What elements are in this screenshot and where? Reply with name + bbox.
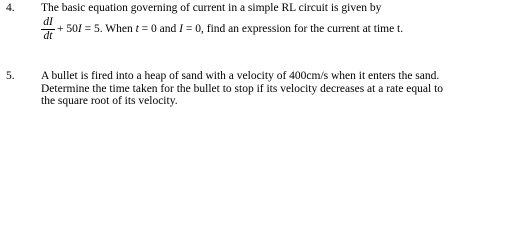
equation-line <box>41 16 500 44</box>
equation-variable: I <box>77 22 82 35</box>
equation-variable: I <box>179 22 183 35</box>
equation-text: = 0 and <box>138 22 180 35</box>
equation-text: , find an expression for the current at time t. <box>200 22 404 35</box>
question-text <box>41 70 500 108</box>
equation-text: = 0 <box>182 22 201 35</box>
question-line: A bullet is fired into a heap of sand with a velocity of 400cm/s when it enters the sand. <box>41 70 440 82</box>
derivative-fraction <box>41 16 55 43</box>
fraction-numerator: dI <box>43 15 53 28</box>
question-text <box>41 2 500 44</box>
fraction-denominator: dt <box>43 29 53 42</box>
equation-rest <box>57 23 403 36</box>
equation-variable: t <box>135 22 139 35</box>
question-line: The basic equation governing of current in a simple RL circuit is given by <box>41 2 382 14</box>
question-line: the square root of its velocity. <box>41 95 178 107</box>
equation-text: = 5. When <box>81 22 136 35</box>
question-number: 4. <box>6 2 15 14</box>
question-number: 5. <box>6 70 15 82</box>
question-line: Determine the time taken for the bullet to stop if its velocity decreases at a rate equal to <box>41 82 444 95</box>
equation-term: + 50 <box>57 22 78 35</box>
